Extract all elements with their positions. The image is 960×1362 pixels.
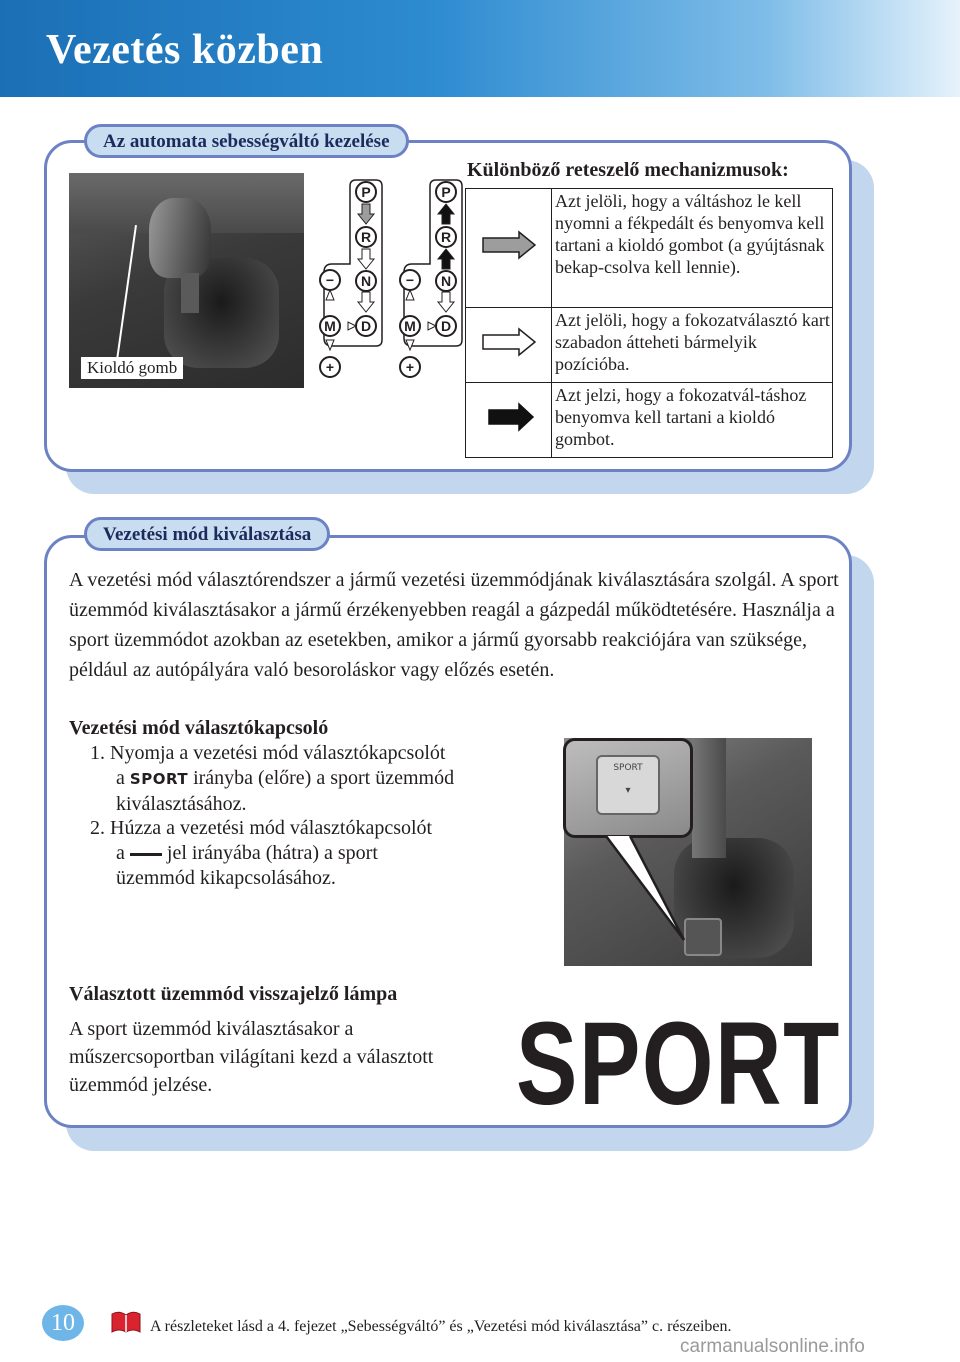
legend-icon-cell <box>466 383 552 458</box>
section1-tab: Az automata sebességváltó kezelése <box>84 124 409 158</box>
gate-left-p: P <box>355 181 377 203</box>
legend-icon-cell <box>466 189 552 308</box>
gate-right-p: P <box>435 181 457 203</box>
solid-arrow-black-icon <box>481 402 537 432</box>
switch-heading: Vezetési mód választókapcsoló <box>69 717 329 739</box>
gate-right-n: N <box>435 270 457 292</box>
sport-switch-label: SPORT <box>613 763 643 773</box>
gate-right-d: D <box>435 315 457 337</box>
legend-text: Azt jelzi, hogy a fokozatvál-táshoz benyomva kell tartani a kioldó gombot. <box>552 383 833 458</box>
gate-left-plus: + <box>319 356 341 378</box>
shifter-rod <box>692 738 726 858</box>
page-number: 10 <box>42 1305 84 1341</box>
sport-switch-zoomed <box>596 755 660 815</box>
shift-knob <box>149 198 211 278</box>
sport-indicator-lamp: SPORT <box>516 998 841 1130</box>
legend-icon-cell <box>466 308 552 383</box>
sport-label-inline: SPORT <box>129 770 189 788</box>
section2-tab: Vezetési mód kiválasztása <box>84 517 330 551</box>
gate-left-minus: − <box>319 269 341 291</box>
gate-left-r: R <box>355 226 377 248</box>
shift-gate-diagrams <box>310 172 465 387</box>
legend-row <box>466 308 833 383</box>
gate-left-n: N <box>355 270 377 292</box>
page-title: Vezetés közben <box>46 27 324 73</box>
drive-mode-intro: A vezetési mód választórendszer a jármű vezetési üzemmódjának kiválasztására szolgál. A sport üzemmód kiválasztásakor a jármű érzékenyebben reagál a gázpedál működtetésére. Használja a sport üzemmódot azokban az esetekben, amikor a jármű gyorsabb reakciójára van szüksége, például az autópályára való besoroláskor vagy előzés esetén. <box>69 569 839 681</box>
lamp-heading: Választott üzemmód visszajelző lámpa <box>69 983 398 1005</box>
watermark: carmanualsonline.info <box>680 1336 865 1357</box>
legend-row <box>466 383 833 458</box>
outline-arrow-gray-fill-icon <box>481 230 537 260</box>
release-button-label: Kioldó gomb <box>81 357 183 379</box>
legend-table <box>465 188 833 458</box>
shifter-rod <box>181 273 199 313</box>
outline-arrow-white-icon <box>481 327 537 357</box>
gate-right-plus: + <box>399 356 421 378</box>
drive-mode-zoom-callout <box>563 738 693 838</box>
gear-shifter-photo <box>69 173 304 388</box>
release-button-pointer <box>116 225 137 362</box>
legend-heading: Különböző reteszelő mechanizmusok: <box>467 159 789 181</box>
gate-right-r: R <box>435 226 457 248</box>
legend-row <box>466 189 833 308</box>
gate-right-m: M <box>399 315 421 337</box>
lamp-text: A sport üzemmód kiválasztásakor a műszercsoportban világítani kezd a választott üzemmód jelzése. <box>69 1018 434 1096</box>
page-header <box>0 0 960 97</box>
legend-text: Azt jelöli, hogy a váltáshoz le kell nyomni a fékpedált és benyomva kell tartani a kioldó gombot (a gyújtásnak bekap-csolva kell lennie). <box>552 189 833 308</box>
reference-note: A részleteket lásd a 4. fejezet „Sebességváltó” és „Vezetési mód kiválasztása” c. részeiben. <box>150 1318 732 1335</box>
step-2: 2. Húzza a vezetési mód választókapcsolót a jel irányába (hátra) a sport üzemmód kikapcsolásához. <box>90 817 433 889</box>
legend-text: Azt jelöli, hogy a fokozatválasztó kart szabadon átteheti bármelyik pozícióba. <box>552 308 833 383</box>
chevron-down-icon: ▾ <box>625 785 631 796</box>
gate-left-d: D <box>355 315 377 337</box>
minus-line-icon <box>130 853 162 856</box>
book-icon <box>110 1310 142 1334</box>
step-1: 1. Nyomja a vezetési mód választókapcsolót a SPORT irányba (előre) a sport üzemmód kiválasztásához. <box>90 742 455 815</box>
gate-left-m: M <box>319 315 341 337</box>
callout-pointer <box>600 836 690 946</box>
gate-right-minus: − <box>399 269 421 291</box>
